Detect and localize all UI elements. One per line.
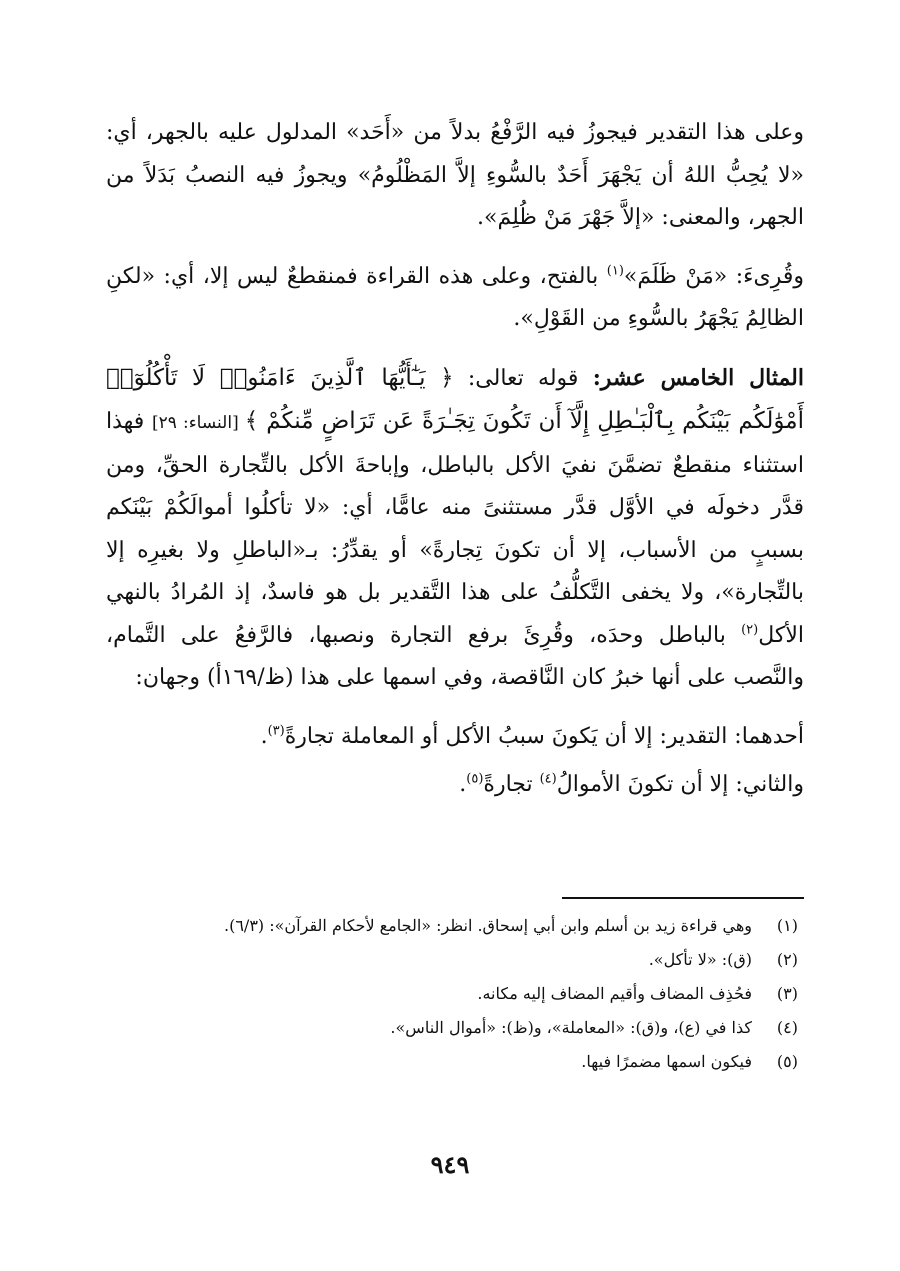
paragraph-5-text-c: . [459,772,467,797]
paragraph-5 [106,764,804,807]
page-number: ٩٤٩ [430,1150,470,1179]
footnote-1 [110,912,798,939]
footnote-ref-5: (٥) [466,771,484,787]
example-heading: المثال الخامس عشر: [592,364,804,391]
main-text [106,112,804,807]
footnote-text: وهي قراءة زيد بن أسلم وابن أبي إسحاق. انظر: «الجامع لأحكام القرآن»: (٦/٣). [224,916,752,935]
footnote-text: فيكون اسمها مضمرًا فيها. [581,1052,752,1071]
footnote-2 [110,946,798,973]
footnote-divider [562,897,804,899]
footnote-ref-4: (٤) [539,771,557,787]
footnote-number: (١) [776,916,798,935]
paragraph-2 [106,256,804,341]
paragraph-5-text-a: والثاني: إلا أن تكونَ الأموالُ [556,772,804,797]
paragraph-3-text-a: قوله تعالى: [453,365,593,391]
footnote-ref-1: (١) [606,263,624,279]
paragraph-4-text-a: أحدهما: التقدير: إلا أن يَكونَ سببُ الأكل أو المعاملة تجارةً [284,723,804,749]
footnote-number: (٢) [776,950,798,969]
paragraph-1 [106,112,804,240]
paragraph-2-text-b: بالفتح، وعلى هذه القراءة فمنقطعٌ ليس إلا، أي: «لكنِ الظالِمُ يَجْهَرُ بالسُّوءِ من القَوْلِ». [106,263,804,331]
footnote-number: (٣) [776,984,798,1003]
paragraph-3 [106,357,804,700]
paragraph-1-text: وعلى هذا التقدير فيجوزُ فيه الرَّفْعُ بدلاً من «أَحَد» المدلول عليه بالجهر، أي: «لا يُحِبُّ اللهُ أن يَجْهَرَ أَحَدٌ بالسُّوءِ إلاَّ المَظْلُومُ» ويجوزُ فيه النصبُ بَدَلاً من الجهر، والمعنى: «إلاَّ جَهْرَ مَنْ ظُلِمَ». [106,120,804,230]
footnote-ref-3: (٣) [267,723,285,739]
footnote-number: (٥) [776,1052,798,1071]
footnote-3 [110,980,798,1007]
paragraph-3-text-c: بالباطل وحدَه، وقُرِئَ برفع التجارة ونصبها، فالرَّفعُ على التَّمام، والنَّصب على أنها خبرُ كان النَّاقصة، وفي اسمها على هذا (ظ/١٦٩أ) وجهان: [106,622,804,690]
footnote-text: (ق): «لا تأكل». [648,950,752,969]
paragraph-4 [106,716,804,759]
paragraph-4-text-b: . [260,723,268,749]
paragraph-5-text-b: تجارةً [483,772,540,797]
footnote-number: (٤) [776,1018,798,1037]
footnote-text: كذا في (ع)، و(ق): «المعاملة»، و(ظ): «أموال الناس». [390,1018,752,1037]
footnote-5 [110,1048,798,1075]
footnote-text: فحُذِف المضاف وأقيم المضاف إليه مكانه. [477,984,752,1003]
footnotes [110,912,798,1082]
footnote-ref-2: (٢) [741,622,759,638]
paragraph-2-text-a: وقُرِىءَ: «مَنْ ظَلَمَ» [623,263,804,289]
paragraph-3-text-b: فهذا استثناء منقطعٌ تضمَّنَ نفيَ الأكل بالباطل، وإباحةَ الأكل بالتِّجارة الحقِّ، ومن قدَّر دخولَه في الأوَّل قدَّر مستثنىً منه عامًّا، أي: «لا تأكلُوا أموالَكُمْ بَيْنَكم بسببٍ من الأسباب، إلا أن تكونَ تِجارةً» أو يقدِّرُ: بـ«الباطلِ ولا بغيرِه إلا بالتِّجارة»، ولا يخفى التَّكلُّفُ على هذا التَّقدير بل هو فاسدٌ، إذ المُرادُ بالنهي الأكل [106,409,804,648]
footnote-4 [110,1014,798,1041]
verse-reference: [النساء: ٢٩] [151,413,245,433]
quran-verse: ﴿ يَـٰٓأَيُّهَا ٱلَّذِينَ ءَامَنُوا۟ لَا تَأْكُلُوٓا۟ أَمْوَٰلَكُم بَيْنَكُم بِٱلْبَـٰطِلِ إِلَّآ أَن تَكُونَ تِجَـٰرَةً عَن تَرَاضٍ مِّنكُمْ ﴾ [106,364,804,434]
